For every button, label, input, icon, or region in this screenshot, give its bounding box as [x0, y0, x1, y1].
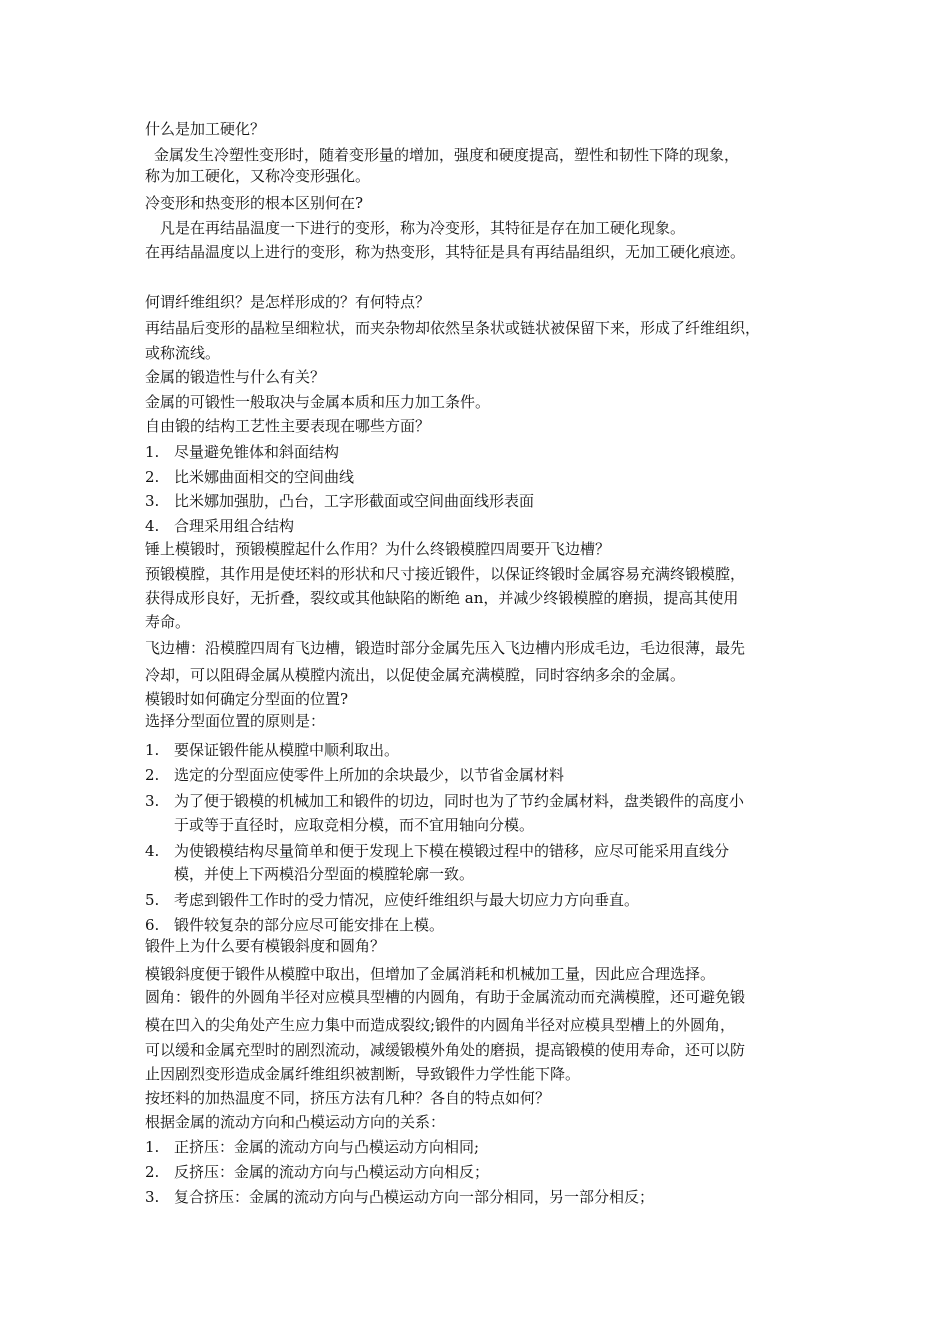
list-item: 锻件较复杂的部分应尽可能安排在上模。 — [174, 916, 445, 934]
list-item: 为了便于锻模的机械加工和锻件的切边，同时也为了节约金属材料，盘类锻件的高度小 — [174, 792, 745, 810]
answer-line: 获得成形良好，无折叠，裂纹或其他缺陷的断绝 an，并减少终锻模膛的磨损，提高其使用 — [145, 589, 739, 607]
list-item: 为使锻模结构尽量简单和便于发现上下模在模锻过程中的错移，应尽可能采用直线分 — [174, 842, 730, 860]
list-number: 1. — [145, 1138, 160, 1156]
answer-line: 模在凹入的尖角处产生应力集中而造成裂纹;锻件的内圆角半径对应模具型槽上的外圆角， — [145, 1016, 736, 1034]
list-item-continuation: 于或等于直径时，应取竞相分模，而不宜用轴向分模。 — [174, 816, 535, 834]
answer-line: 止因剧烈变形造成金属纤维组织被割断，导致锻件力学性能下降。 — [145, 1065, 581, 1083]
list-item: 比米娜加强肋，凸台，工字形截面或空间曲面线形表面 — [174, 492, 535, 510]
list-item: 尽量避免锥体和斜面结构 — [174, 443, 340, 461]
list-item-continuation: 模，并使上下两模沿分型面的模膛轮廓一致。 — [174, 865, 475, 883]
list-item: 反挤压：金属的流动方向与凸模运动方向相反； — [174, 1163, 490, 1181]
question-forgeability: 金属的锻造性与什么有关？ — [145, 368, 326, 386]
list-number: 3. — [145, 1188, 160, 1206]
answer-line: 预锻模膛，其作用是使坯料的形状和尺寸接近锻件，以保证终锻时金属容易充满终锻模膛， — [145, 565, 746, 583]
answer-intro: 根据金属的流动方向和凸模运动方向的关系： — [145, 1113, 446, 1131]
question-draft-fillet: 锻件上为什么要有模锻斜度和圆角？ — [145, 937, 386, 955]
list-item: 比米娜曲面相交的空间曲线 — [174, 468, 355, 486]
list-number: 1. — [145, 443, 160, 461]
list-item: 考虑到锻件工作时的受力情况，应使纤维组织与最大切应力方向垂直。 — [174, 891, 640, 909]
answer-line: 再结晶后变形的晶粒呈细粒状，而夹杂物却依然呈条状或链状被保留下来，形成了纤维组织， — [145, 319, 761, 337]
answer-line: 冷却，可以阻碍金属从模膛内流出，以促使金属充满模膛，同时容纳多余的金属。 — [145, 666, 686, 684]
answer-intro: 选择分型面位置的原则是： — [145, 712, 326, 730]
list-number: 3. — [145, 492, 160, 510]
list-number: 6. — [145, 916, 160, 934]
question-work-hardening: 什么是加工硬化？ — [145, 120, 266, 138]
answer-line: 称为加工硬化，又称冷变形强化。 — [145, 167, 371, 185]
question-fiber-structure: 何谓纤维组织？是怎样形成的？有何特点？ — [145, 293, 431, 311]
list-number: 2. — [145, 1163, 160, 1181]
list-item: 复合挤压：金属的流动方向与凸模运动方向一部分相同，另一部分相反； — [174, 1188, 655, 1206]
answer-line: 凡是在再结晶温度一下进行的变形，称为冷变形，其特征是存在加工硬化现象。 — [160, 219, 686, 237]
list-item: 正挤压：金属的流动方向与凸模运动方向相同; — [174, 1138, 480, 1156]
list-number: 3. — [145, 792, 160, 810]
list-item: 选定的分型面应使零件上所加的余块最少，以节省金属材料 — [174, 766, 565, 784]
question-die-forging: 锤上模锻时，预锻模膛起什么作用？为什么终锻模膛四周要开飞边槽？ — [145, 540, 611, 558]
question-free-forging: 自由锻的结构工艺性主要表现在哪些方面？ — [145, 417, 431, 435]
answer-line: 模锻斜度便于锻件从模膛中取出，但增加了金属消耗和机械加工量，因此应合理选择。 — [145, 965, 716, 983]
list-number: 4. — [145, 517, 160, 535]
answer-line: 在再结晶温度以上进行的变形，称为热变形，其特征是具有再结晶组织，无加工硬化痕迹。 — [145, 243, 746, 261]
list-item: 要保证锻件能从模膛中顺利取出。 — [174, 741, 400, 759]
answer-line: 飞边槽：沿模膛四周有飞边槽，锻造时部分金属先压入飞边槽内形成毛边，毛边很薄，最先 — [145, 639, 746, 657]
list-number: 2. — [145, 468, 160, 486]
answer-line: 寿命。 — [145, 613, 191, 631]
question-parting-surface: 模锻时如何确定分型面的位置? — [145, 690, 349, 708]
answer-line: 金属的可锻性一般取决与金属本质和压力加工条件。 — [145, 393, 491, 411]
list-number: 1. — [145, 741, 160, 759]
answer-line: 可以缓和金属充型时的剧烈流动，减缓锻模外角处的磨损，提高锻模的使用寿命，还可以防 — [145, 1041, 746, 1059]
list-item: 合理采用组合结构 — [174, 517, 295, 535]
answer-line: 或称流线。 — [145, 344, 221, 362]
answer-line: 金属发生冷塑性变形时，随着变形量的增加，强度和硬度提高，塑性和韧性下降的现象， — [154, 146, 740, 164]
list-number: 5. — [145, 891, 160, 909]
question-cold-hot-deformation: 冷变形和热变形的根本区别何在? — [145, 194, 364, 212]
question-extrusion: 按坯料的加热温度不同，挤压方法有几种？各自的特点如何？ — [145, 1089, 551, 1107]
answer-line: 圆角：锻件的外圆角半径对应模具型槽的内圆角，有助于金属流动而充满模膛，还可避免锻 — [145, 988, 746, 1006]
list-number: 2. — [145, 766, 160, 784]
list-number: 4. — [145, 842, 160, 860]
